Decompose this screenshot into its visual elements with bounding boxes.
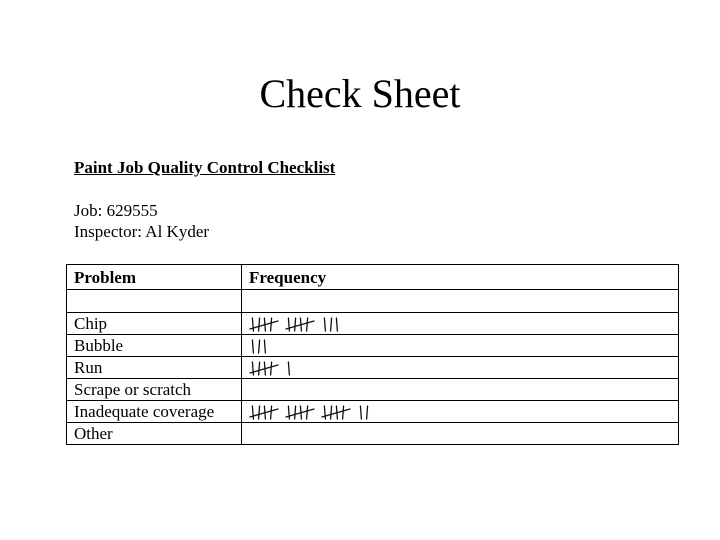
tally-stroke bbox=[367, 406, 368, 419]
tally-stroke bbox=[264, 340, 265, 353]
tally-stroke bbox=[286, 321, 314, 329]
tally-stroke bbox=[295, 406, 296, 419]
checklist-heading: Paint Job Quality Control Checklist bbox=[74, 158, 336, 177]
tally-marks bbox=[249, 360, 315, 378]
checklist-table bbox=[66, 264, 679, 445]
tally-stroke bbox=[324, 318, 325, 331]
tally-stroke bbox=[259, 318, 260, 331]
job-info bbox=[74, 200, 674, 242]
tally-stroke bbox=[252, 406, 253, 419]
tally-stroke bbox=[307, 318, 308, 331]
table-cell-empty bbox=[242, 290, 679, 313]
tally-stroke bbox=[307, 406, 308, 419]
problem-cell: Other bbox=[67, 423, 242, 445]
inspector-name: Inspector: Al Kyder bbox=[74, 222, 210, 241]
table-row bbox=[67, 335, 679, 357]
tally-stroke bbox=[288, 406, 289, 419]
checklist-header bbox=[74, 158, 674, 242]
table-row bbox=[67, 379, 679, 401]
tally-stroke bbox=[286, 409, 314, 417]
tally-stroke bbox=[271, 362, 272, 375]
tally-marks bbox=[249, 404, 405, 422]
tally-cell bbox=[242, 423, 679, 445]
tally-stroke bbox=[288, 362, 289, 375]
column-header-frequency: Frequency bbox=[242, 265, 679, 290]
tally-stroke bbox=[259, 406, 260, 419]
tally-stroke bbox=[271, 406, 272, 419]
tally-stroke bbox=[259, 362, 260, 375]
tally-stroke bbox=[360, 406, 361, 419]
table-header-row bbox=[67, 265, 679, 290]
tally-marks bbox=[249, 338, 285, 356]
table-row bbox=[67, 357, 679, 379]
column-header-problem: Problem bbox=[67, 265, 242, 290]
table-cell-empty bbox=[67, 290, 242, 313]
tally-cell bbox=[242, 379, 679, 401]
tally-cell bbox=[242, 401, 679, 423]
tally-stroke bbox=[250, 365, 278, 373]
tally-stroke bbox=[331, 318, 332, 331]
tally-stroke bbox=[288, 318, 289, 331]
table-row bbox=[67, 423, 679, 445]
tally-stroke bbox=[322, 409, 350, 417]
problem-cell: Run bbox=[67, 357, 242, 379]
tally-stroke bbox=[336, 318, 337, 331]
tally-stroke bbox=[250, 321, 278, 329]
problem-cell: Bubble bbox=[67, 335, 242, 357]
tally-stroke bbox=[271, 318, 272, 331]
tally-stroke bbox=[331, 406, 332, 419]
table-row bbox=[67, 313, 679, 335]
tally-stroke bbox=[252, 340, 253, 353]
tally-marks bbox=[249, 316, 369, 334]
tally-cell bbox=[242, 335, 679, 357]
problem-cell: Chip bbox=[67, 313, 242, 335]
tally-cell bbox=[242, 313, 679, 335]
table-row bbox=[67, 401, 679, 423]
problem-cell: Scrape or scratch bbox=[67, 379, 242, 401]
tally-cell bbox=[242, 357, 679, 379]
slide-title: Check Sheet bbox=[259, 71, 461, 116]
tally-stroke bbox=[250, 409, 278, 417]
job-number: Job: 629555 bbox=[74, 201, 158, 220]
tally-stroke bbox=[252, 318, 253, 331]
tally-stroke bbox=[295, 318, 296, 331]
problem-cell: Inadequate coverage bbox=[67, 401, 242, 423]
tally-stroke bbox=[252, 362, 253, 375]
tally-stroke bbox=[259, 340, 260, 353]
table-row-blank bbox=[67, 290, 679, 313]
tally-stroke bbox=[324, 406, 325, 419]
tally-stroke bbox=[343, 406, 344, 419]
